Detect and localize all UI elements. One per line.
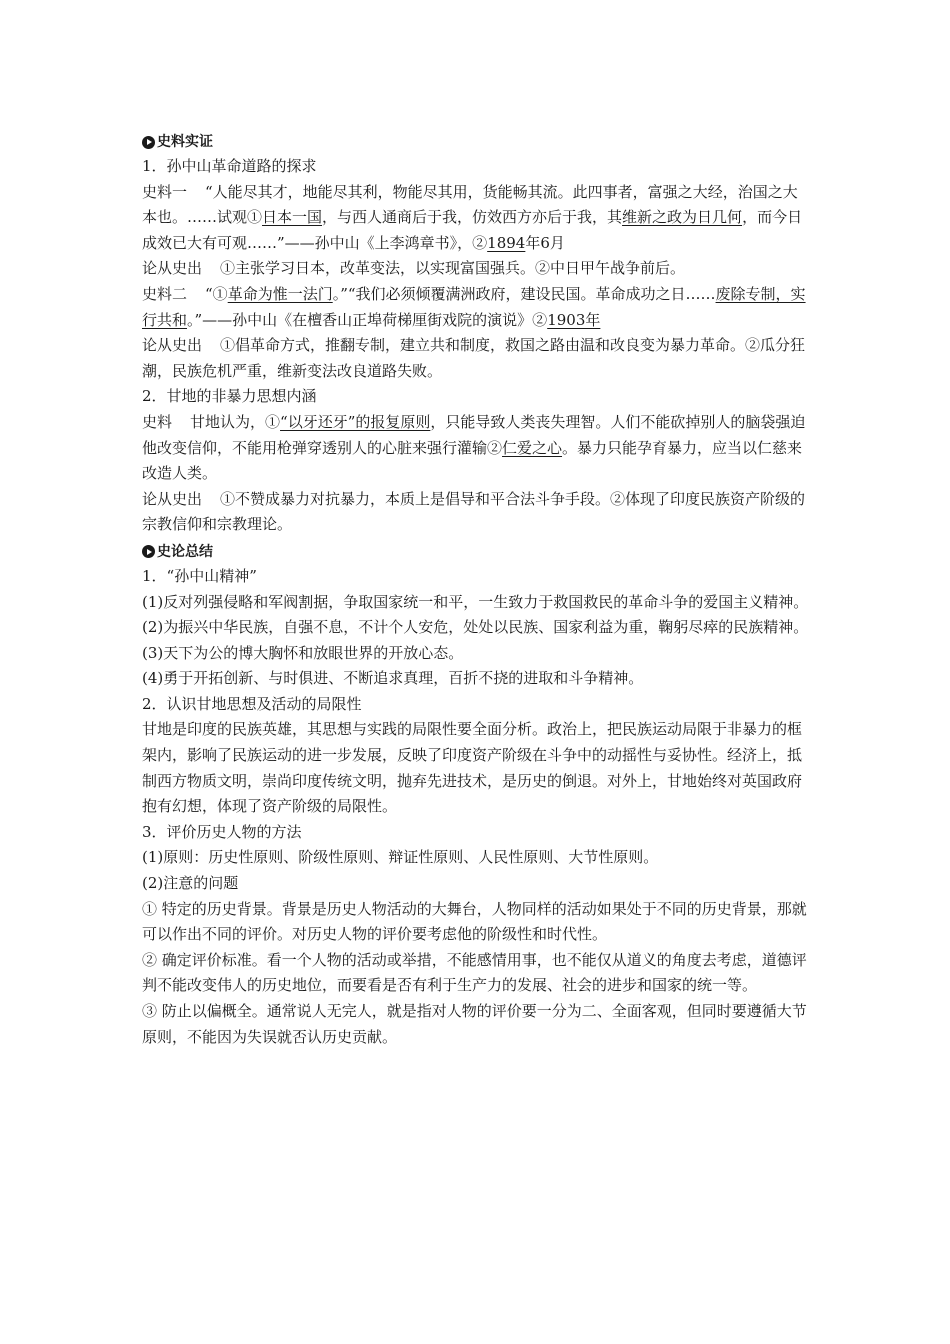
section-heading-summary <box>142 540 812 564</box>
paragraph: 甘地是印度的民族英雄，其思想与实践的局限性要全面分析。政治上，把民族运动局限于非暴力的框架内，影响了民族运动的进一步发展，反映了印度资产阶级在斗争中的动摇性与妥协性。经济上，抵制西方物质文明，崇尚印度传统文明，抛弃先进技术，是历史的倒退。对外上，甘地始终对英国政府抱有幻想，体现了资产阶级的局限性。 <box>142 720 803 816</box>
section-heading-text: 史料实证 <box>157 134 213 150</box>
section-heading-text: 史论总结 <box>157 543 213 560</box>
list-item: (1)反对列强侵略和军阀割据，争取国家统一和平，一生致力于救国救民的革命斗争的爱国主义精神。 <box>142 592 809 611</box>
underlined-year: 1894 <box>487 233 526 252</box>
conclusion-one: 论从史出 ①主张学习日本，改革变法，以实现富国强兵。②中日甲午战争前后。 <box>142 259 686 278</box>
list-item: (1)原则：历史性原则、阶级性原则、辩证性原则、人民性原则、大节性原则。 <box>142 848 659 867</box>
conclusion-label: 论从史出 <box>142 259 203 278</box>
conclusion-gandhi: 论从史出 ①不赞成暴力对抗暴力，本质上是倡导和平合法斗争手段。②体现了印度民族资产阶级的宗教信仰和宗教理论。 <box>142 489 806 534</box>
item-title: 2．甘地的非暴力思想内涵 <box>142 387 317 406</box>
source-two: 史料二 “①革命为惟一法门。”“我们必须倾覆满洲政府，建设民国。革命成功之日……废除专制，实行共和。”——孙中山《在檀香山正埠荷梯厘街戏院的演说》②1903年 <box>142 284 806 329</box>
section-heading-evidence <box>142 130 812 154</box>
underlined-year: 1903年 <box>547 310 601 329</box>
underlined-phrase: “以牙还牙”的报复原则 <box>280 412 431 431</box>
play-circle-icon <box>142 545 155 558</box>
item-title: 3．评价历史人物的方法 <box>142 822 302 841</box>
source-gandhi: 史料 甘地认为，①“以牙还牙”的报复原则，只能导致人类丧失理智。人们不能砍掉别人的脑袋强迫他改变信仰，不能用枪弹穿透别人的心脏来强行灌输②仁爱之心。暴力只能孕育暴力，应当以仁慈来改造人类。 <box>142 412 806 483</box>
source-label: 史料一 <box>142 182 188 201</box>
list-item: (4)勇于开拓创新、与时俱进、不断追求真理，百折不挠的进取和斗争精神。 <box>142 669 644 688</box>
conclusion-two: 论从史出 ①倡革命方式，推翻专制，建立共和制度，救国之路由温和改良变为暴力革命。②瓜分狂潮，民族危机严重，维新变法改良道路失败。 <box>142 336 806 380</box>
underlined-phrase: 废除专制，实行共和 <box>142 284 806 329</box>
list-item: (2)为振兴中华民族，自强不息，不计个人安危，处处以民族、国家利益为重，鞠躬尽瘁的民族精神。 <box>142 618 809 637</box>
play-circle-icon <box>142 136 155 149</box>
underlined-phrase: 仁爱之心 <box>502 438 563 457</box>
source-label: 史料 <box>142 412 173 431</box>
source-one: 史料一 “人能尽其才，地能尽其利，物能尽其用，货能畅其流。此四事者，富强之大经，治国之大本也。……试观①日本一国，与西人通商后于我，仿效西方亦后于我，其维新之政为日几何，而今日成效已大有可观……”——孙中山《上李鸿章书》，②1894年6月 <box>142 182 803 252</box>
underlined-phrase: 维新之政为日几何 <box>622 208 743 227</box>
conclusion-label: 论从史出 <box>142 336 203 355</box>
list-item: (2)注意的问题 <box>142 874 239 893</box>
source-label: 史料二 <box>142 284 188 303</box>
conclusion-label: 论从史出 <box>142 489 203 508</box>
underlined-phrase: 日本一国 <box>262 208 323 227</box>
list-item: ① 特定的历史背景。背景是历史人物活动的大舞台，人物同样的活动如果处于不同的历史背景，那就可以作出不同的评价。对历史人物的评价要考虑他的阶级性和时代性。 <box>142 899 807 944</box>
list-item: ③ 防止以偏概全。通常说人无完人，就是指对人物的评价要一分为二、全面客观，但同时要遵循大节原则，不能因为失误就否认历史贡献。 <box>142 1002 807 1046</box>
item-title: 1．孙中山革命道路的探求 <box>142 157 317 175</box>
underlined-phrase: 革命为惟一法门 <box>227 284 333 303</box>
item-title: 2．认识甘地思想及活动的局限性 <box>142 694 362 713</box>
item-title: 1．“孙中山精神” <box>142 566 257 585</box>
list-item: (3)天下为公的博大胸怀和放眼世界的开放心态。 <box>142 643 464 662</box>
list-item: ② 确定评价标准。看一个人物的活动或举措，不能感情用事，也不能仅从道义的角度去考虑，道德评判不能改变伟人的历史地位，而要看是否有利于生产力的发展、社会的进步和国家的统一等。 <box>142 950 807 995</box>
